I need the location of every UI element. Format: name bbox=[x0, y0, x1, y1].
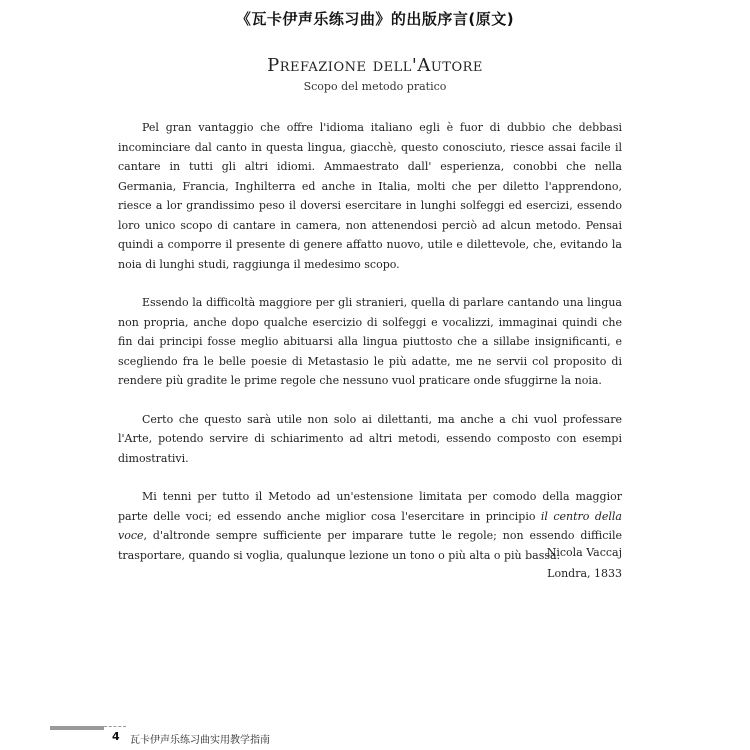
preface-body bbox=[118, 118, 622, 584]
paragraph-4-after: , d'altronde sempre sufficiente per imparare tutte le regole; non essendo difficile trasportare, quando si voglia, qualunque lezione un tono o più alta o più bassa. bbox=[118, 529, 622, 562]
paragraph-1: Pel gran vantaggio che offre l'idioma italiano egli è fuor di dubbio che debbasi incominciare dal canto in questa lingua, giacchè, questo conosciuto, riesce assai facile il cantare in tutti gli altri idiomi. Ammaestrato dall' esperienza, conobbi che nella Germania, Francia, Inghilterra ed anche in Italia, molti che per diletto l'apprendono, riesce a lor grandissimo peso il doversi esercitare in lunghi solfeggi ed esercizi, essendo loro unico scopo di cantare in camera, non attenendosi perciò ad alcun metodo. Pensai quindi a comporre il presente di genere affatto nuovo, utile e dilettevole, che, evitando la noia di lunghi studi, raggiunga il medesimo scopo. bbox=[118, 121, 622, 271]
preface-title: Prefazione dell'Autore bbox=[267, 55, 483, 76]
paragraph-4-emphasis: il centro della voce bbox=[118, 509, 622, 542]
preface-subtitle: Scopo del metodo pratico bbox=[303, 80, 447, 93]
signature-place-date: Londra, 1833 bbox=[547, 567, 622, 580]
footer-bar bbox=[50, 726, 104, 730]
footer-dots bbox=[104, 726, 126, 727]
footer-book-title: 瓦卡伊声乐练习曲实用教学指南 bbox=[130, 735, 270, 746]
footer-page-number: 4 bbox=[112, 730, 120, 743]
signature-name: Nicola Vaccaj bbox=[546, 546, 622, 559]
paragraph-4-before: Mi tenni per tutto il Metodo ad un'estensione limitata per comodo della maggior parte delle voci; ed essendo anche miglior cosa l'esercitare in principio bbox=[118, 490, 622, 523]
header-title: 《瓦卡伊声乐练习曲》的出版序言(原文) bbox=[235, 10, 515, 28]
paragraph-2: Essendo la difficoltà maggiore per gli stranieri, quella di parlare cantando una lingua non propria, anche dopo qualche esercizio di solfeggi e vocalizzi, immaginai quindi che fin dai principi fosse meglio abituarsi alla lingua piuttosto che a sillabe insignificanti, e scegliendo fra le belle poesie di Metastasio le più adatte, me ne servii col proposito di rendere più gradite le prime regole che nessuno vuol praticare onde sfuggirne la noia. bbox=[118, 296, 622, 387]
paragraph-3: Certo che questo sarà utile non solo ai dilettanti, ma anche a chi vuol professare l'Arte, potendo servire di schiarimento ad altri metodi, essendo composto con esempi dimostrativi. bbox=[118, 412, 622, 465]
signature bbox=[547, 542, 622, 584]
